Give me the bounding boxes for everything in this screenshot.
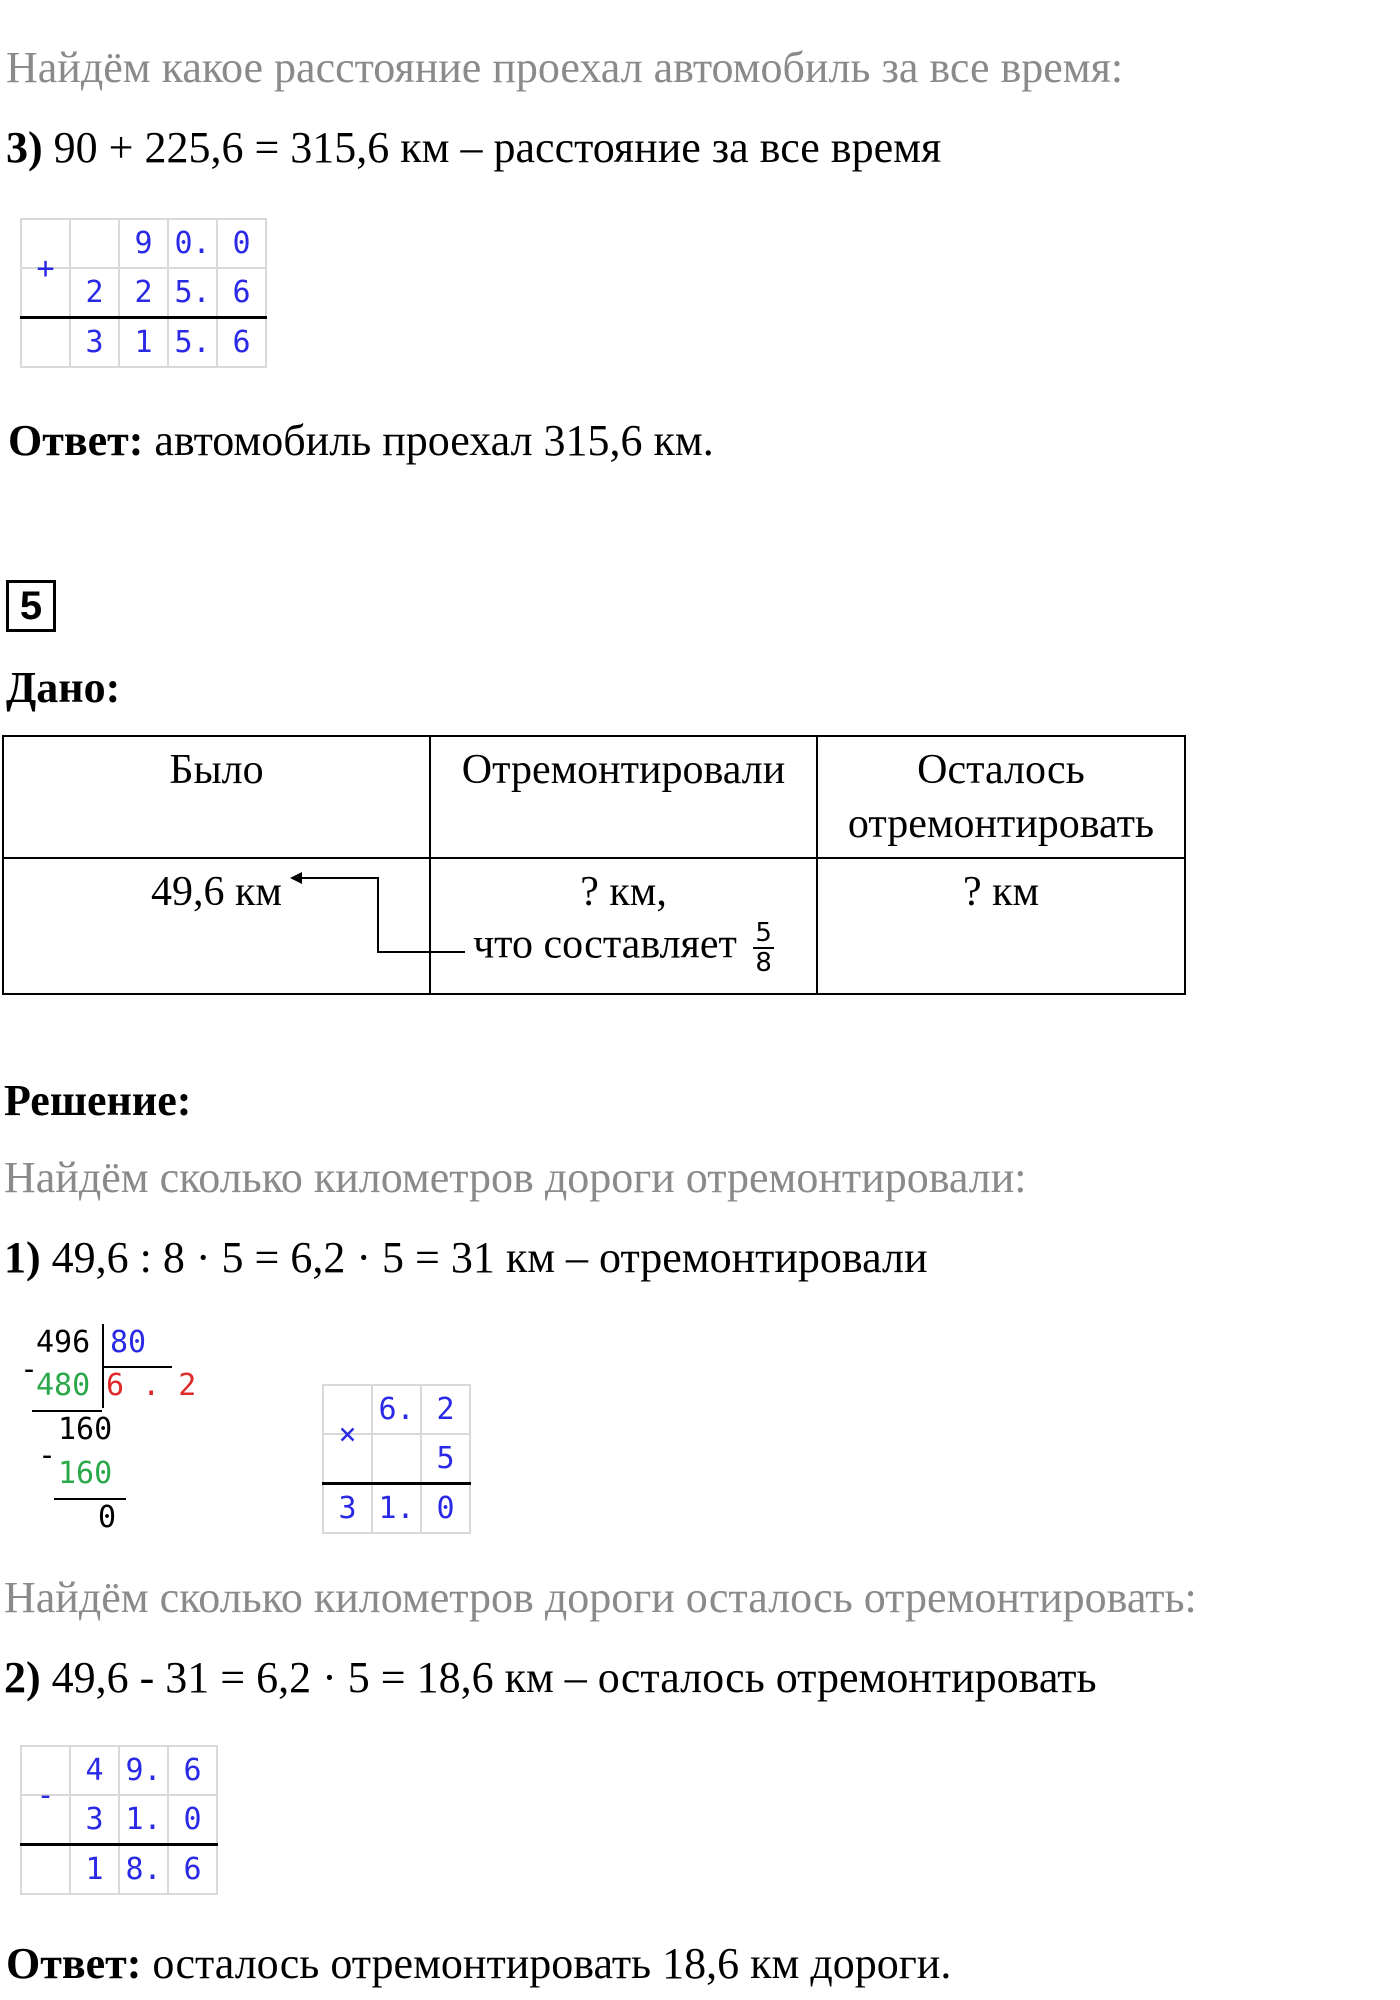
quotient: 6 . 2 [106,1368,197,1403]
header-left: Осталось отремонтировать [817,736,1185,858]
cell-left: ? км [817,858,1185,994]
subtraction-grid [20,1745,218,1895]
given-table [2,735,1186,995]
grid-cell: 6 [217,268,266,318]
grid-cell: 6 [168,1845,217,1895]
grid-cell [70,219,119,268]
solution-label: Решение: [4,1076,192,1125]
grid-cell: 2 [421,1385,470,1434]
grid-cell: 5. [168,318,217,368]
repaired-line2 [441,919,806,977]
grid-cell: 5 [421,1434,470,1484]
grid-cell: 6 [168,1746,217,1795]
step-2-number: 2) [4,1653,41,1702]
grid-cell: 1. [119,1795,168,1845]
grid-cell: 1 [70,1845,119,1895]
header-repaired: Отремонтировали [430,736,817,858]
answer-text: осталось отремонтировать 18,6 км дороги. [141,1939,952,1988]
grid-cell: 2 [119,268,168,318]
grid-cell: 0 [217,219,266,268]
grid-cell: 3 [70,318,119,368]
fraction-denominator: 8 [755,948,772,978]
minus-sign: - [20,1352,39,1387]
arrow-head-icon [290,872,302,884]
subtrahend-1: 480 [36,1368,91,1403]
grid-cell: 0. [168,219,217,268]
grid-cell [372,1434,421,1484]
grid-cell: 6. [372,1385,421,1434]
plus-sign: + [21,244,70,294]
step-1-number: 1) [4,1233,41,1282]
minus-sign: - [38,1438,57,1473]
answer-5 [6,1938,951,1989]
answer-3 [8,415,714,466]
relation-arrow [280,860,480,960]
remainder-1: 160 [58,1412,113,1447]
fraction-numerator: 5 [755,918,772,948]
remainder-2: 0 [98,1500,117,1535]
multiplication-grid [322,1384,471,1534]
grid-cell: 2 [70,268,119,318]
repaired-line1: ? км, [580,869,667,915]
grid-cell: 0 [421,1484,470,1534]
grid-cell: 9. [119,1746,168,1795]
dividend: 496 [36,1325,91,1360]
intro-text-3: Найдём какое расстояние проехал автомобиль за все время: [6,43,1124,92]
intro-text-1: Найдём сколько километров дороги отремонтировали: [4,1153,1027,1202]
grid-cell: 3 [323,1484,372,1534]
step-2-text: 49,6 - 31 = 6,2 · 5 = 18,6 км – осталось отремонтировать [40,1653,1097,1702]
step-1 [4,1232,928,1283]
grid-cell: 1. [372,1484,421,1534]
subtrahend-2: 160 [58,1456,113,1491]
answer-label: Ответ: [6,1939,142,1988]
given-label: Дано: [6,663,121,712]
grid-cell: 9 [119,219,168,268]
grid-cell: 4 [70,1746,119,1795]
divisor: 80 [110,1325,147,1360]
answer-label: Ответ: [8,416,144,465]
grid-cell [21,318,70,368]
step-3-text: 90 + 225,6 = 315,6 км – расстояние за все время [42,123,942,172]
addition-grid [20,218,267,368]
step-1-text: 49,6 : 8 · 5 = 6,2 · 5 = 31 км – отремонтировали [40,1233,928,1282]
intro-text-2: Найдём сколько километров дороги осталось отремонтировать: [4,1573,1197,1622]
step-3-number: 3) [6,123,43,172]
repaired-line2-text: что составляет [473,921,737,968]
minus-sign: - [21,1771,70,1821]
cell-repaired [430,858,817,994]
grid-cell: 3 [70,1795,119,1845]
header-was: Было [3,736,430,858]
fraction [753,919,774,977]
was-value: 49,6 км [151,869,282,915]
grid-cell: 0 [168,1795,217,1845]
times-sign: × [323,1410,372,1460]
answer-text: автомобиль проехал 315,6 км. [143,416,714,465]
grid-cell: 6 [217,318,266,368]
task-number-box: 5 [6,580,56,632]
grid-cell: 5. [168,268,217,318]
grid-cell: 8. [119,1845,168,1895]
grid-cell [21,1845,70,1895]
step-2 [4,1652,1097,1703]
grid-cell: 1 [119,318,168,368]
step-3 [6,122,941,173]
